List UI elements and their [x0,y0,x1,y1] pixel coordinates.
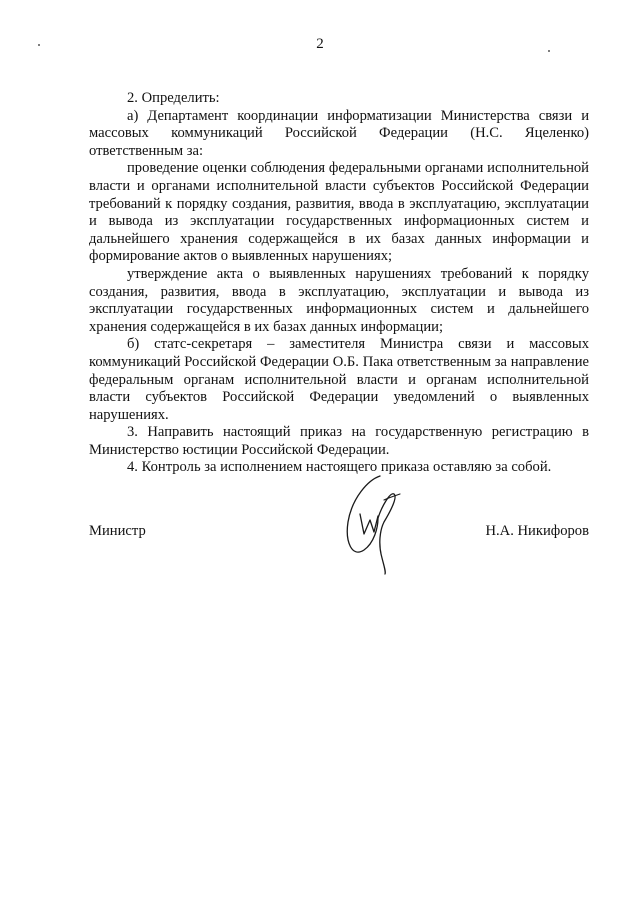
signer-title: Министр [89,523,146,539]
paragraph-section-3: 3. Направить настоящий приказ на государственную регистрацию в Министерство юстиции Российской Федерации. [89,424,589,458]
paragraph-2b: б) статс-секретаря – заместителя Министра связи и массовых коммуникаций Российской Федерации О.Б. Пака ответственным за направление федеральным органам исполнительной власти и органам исполнительной власти субъектов Российской Федерации уведомлений о выявленных нарушениях. [89,336,589,423]
scan-speck [38,44,40,46]
paragraph-section-2: 2. Определить: [127,90,220,106]
scan-speck [548,50,550,52]
paragraph-2a: а) Департамент координации информатизации Министерства связи и массовых коммуникаций Российской Федерации (Н.С. Яцеленко) ответственным за: [89,107,589,159]
paragraph-section-4: 4. Контроль за исполнением настоящего приказа оставляю за собой. [127,459,552,476]
page-number: 2 [316,36,324,52]
signature-block [89,523,589,543]
paragraph-2a-item-2: утверждение акта о выявленных нарушениях требований к порядку создания, развития, ввода в эксплуатацию, эксплуатации и вывода из эксплуатации государственных информационных систем и дальнейшего хранения содержащейся в их базах данных информации; [89,265,589,335]
document-body [89,90,589,477]
signer-name: Н.А. Никифоров [485,523,589,539]
paragraph-2a-item-1: проведение оценки соблюдения федеральными органами исполнительной власти и органами исполнительной власти субъектов Российской Федерации требований к порядку создания, развития, ввода в эксплуатацию, эксплуатации и вывода из эксплуатации государственных информационных систем и дальнейшего хранения содержащейся в их базах данных информации и формирование актов о выявленных нарушениях; [89,160,589,265]
